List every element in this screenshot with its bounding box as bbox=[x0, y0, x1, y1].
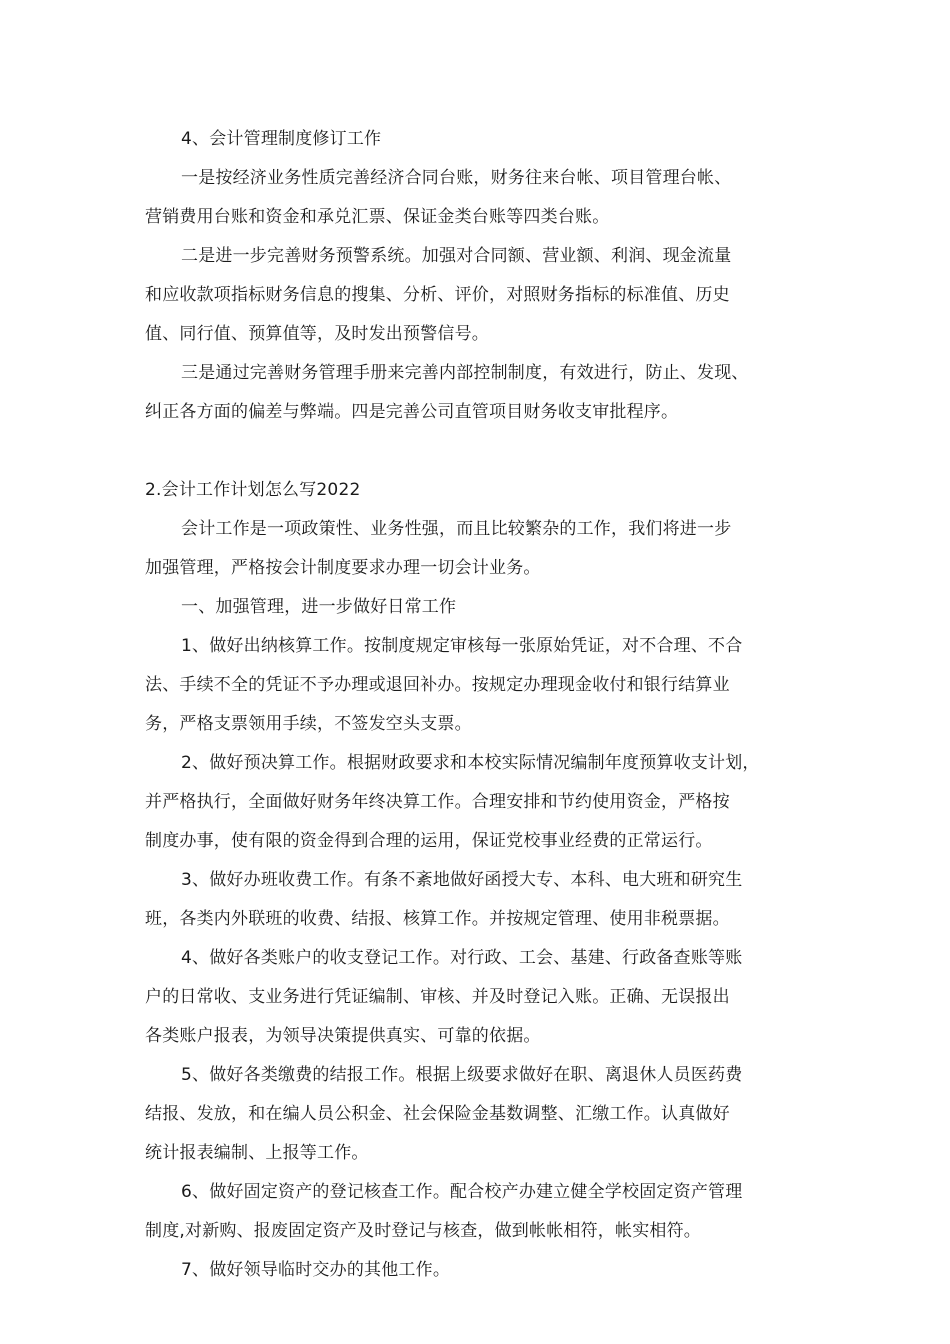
document-body bbox=[145, 120, 825, 1290]
paragraph-line: 户的日常收、支业务进行凭证编制、审核、并及时登记入账。正确、无误报出 bbox=[145, 987, 730, 1007]
paragraph-line: 一是按经济业务性质完善经济合同台账，财务往来台帐、项目管理台帐、 bbox=[181, 168, 732, 188]
paragraph bbox=[145, 861, 825, 939]
paragraph-line: 5、做好各类缴费的结报工作。根据上级要求做好在职、离退休人员医药费 bbox=[181, 1065, 743, 1085]
section-title: 2.会计工作计划怎么写2022 bbox=[145, 480, 361, 500]
paragraph bbox=[145, 588, 825, 627]
paragraph-line: 纠正各方面的偏差与弊端。四是完善公司直管项目财务收支审批程序。 bbox=[145, 402, 679, 422]
paragraph-line: 1、做好出纳核算工作。按制度规定审核每一张原始凭证，对不合理、不合 bbox=[181, 636, 743, 656]
paragraph-line: 法、手续不全的凭证不予办理或退回补办。按规定办理现金收付和银行结算业 bbox=[145, 675, 730, 695]
paragraph-line: 二是进一步完善财务预警系统。加强对合同额、营业额、利润、现金流量 bbox=[181, 246, 732, 266]
paragraph-line: 并严格执行，全面做好财务年终决算工作。合理安排和节约使用资金，严格按 bbox=[145, 792, 730, 812]
section-spacer bbox=[145, 432, 825, 471]
paragraph-line: 和应收款项指标财务信息的搜集、分析、评价，对照财务指标的标准值、历史 bbox=[145, 285, 730, 305]
paragraph bbox=[145, 510, 825, 588]
paragraph-line: 2、做好预决算工作。根据财政要求和本校实际情况编制年度预算收支计划， bbox=[181, 753, 760, 773]
paragraph bbox=[145, 159, 825, 237]
paragraph bbox=[145, 744, 825, 861]
paragraph bbox=[145, 627, 825, 744]
paragraph-line: 班，各类内外联班的收费、结报、核算工作。并按规定管理、使用非税票据。 bbox=[145, 909, 730, 929]
paragraph bbox=[145, 1056, 825, 1173]
paragraph-line: 会计工作是一项政策性、业务性强，而且比较繁杂的工作，我们将进一步 bbox=[181, 519, 732, 539]
paragraph bbox=[145, 354, 825, 432]
paragraph bbox=[145, 237, 825, 354]
paragraph-line: 3、做好办班收费工作。有条不紊地做好函授大专、本科、电大班和研究生 bbox=[181, 870, 743, 890]
paragraph-line: 6、做好固定资产的登记核查工作。配合校产办建立健全学校固定资产管理 bbox=[181, 1182, 743, 1202]
paragraph bbox=[145, 939, 825, 1056]
paragraph-line: 制度,对新购、报废固定资产及时登记与核查，做到帐帐相符，帐实相符。 bbox=[145, 1221, 702, 1241]
paragraph-line: 各类账户报表，为领导决策提供真实、可靠的依据。 bbox=[145, 1026, 541, 1046]
paragraph-line: 统计报表编制、上报等工作。 bbox=[145, 1143, 369, 1163]
paragraph-line: 营销费用台账和资金和承兑汇票、保证金类台账等四类台账。 bbox=[145, 207, 610, 227]
paragraph-line: 结报、发放，和在编人员公积金、社会保险金基数调整、汇缴工作。认真做好 bbox=[145, 1104, 730, 1124]
paragraph-line: 三是通过完善财务管理手册来完善内部控制制度，有效进行，防止、发现、 bbox=[181, 363, 749, 383]
paragraph-line: 一、加强管理，进一步做好日常工作 bbox=[181, 597, 457, 617]
paragraph-line: 加强管理，严格按会计制度要求办理一切会计业务。 bbox=[145, 558, 541, 578]
paragraph-line: 值、同行值、预算值等，及时发出预警信号。 bbox=[145, 324, 489, 344]
paragraph-line: 4、做好各类账户的收支登记工作。对行政、工会、基建、行政备查账等账 bbox=[181, 948, 743, 968]
paragraph-line: 务，严格支票领用手续，不签发空头支票。 bbox=[145, 714, 472, 734]
paragraph bbox=[145, 1251, 825, 1290]
paragraph-line: 7、做好领导临时交办的其他工作。 bbox=[181, 1260, 451, 1280]
section-heading: 4、会计管理制度修订工作 bbox=[181, 129, 382, 149]
paragraph bbox=[145, 1173, 825, 1251]
paragraph-line: 制度办事，使有限的资金得到合理的运用，保证党校事业经费的正常运行。 bbox=[145, 831, 713, 851]
